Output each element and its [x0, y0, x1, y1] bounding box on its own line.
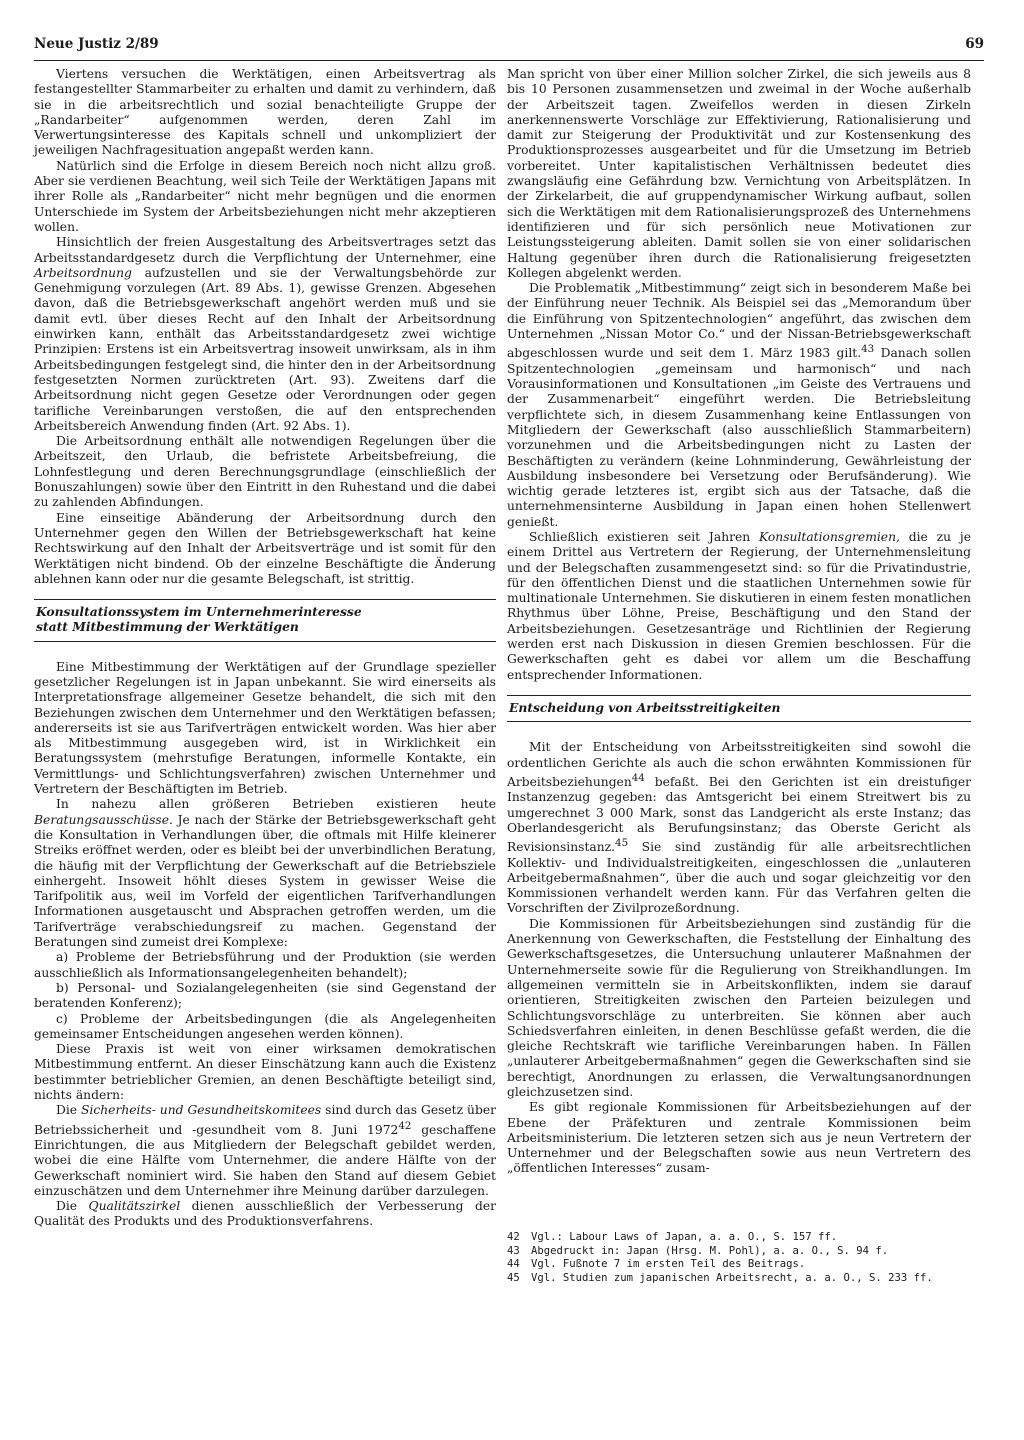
list-item: c) Probleme der Arbeitsbedingungen (die als Angelegenheiten gemeinsamer Entscheidungen angesehen werden können).: [34, 1011, 496, 1041]
paragraph: Die Problematik „Mitbestimmung“ zeigt sich in besonderem Maße bei der Einführung neuer Technik. Als Beispiel sei das „Memorandum über die Einführung von Spitzentechnologien“ angeführt, das zwischen dem Unternehmen „Nissan Motor Co.“ und der Nissan-Betriebsgewerkschaft abgeschlossen wurde und seit dem 1. März 1983 gilt.$^{43}$ Danach sollen Spitzentechnologien „gemeinsam und harmonisch“ und nach Vorausinformationen und Konsultationen „im Geiste des Vertrauens und der Zusammenarbeit“ eingeführt werden. Die Betriebsleitung verpflichtete sich, in diesem Zusammenhang keine Entlassungen von Mitgliedern der Gewerkschaft (also ausschließlich Stammarbeitern) vorzunehmen und die Arbeitsbedingungen nicht zu Lasten der Beschäftigten zu verändern (keine Lohnminderung, Gewährleistung der Ausbildung insbesondere bei Versetzung oder Berufsänderung). Wie wichtig gerade letzteres ist, ergibt sich aus der Tatsache, daß die unternehmensinterne Ausbildung in Japan einen hohen Stellenwert genießt.: [507, 281, 972, 529]
page-number: 69: [965, 36, 984, 52]
footnote-ref: 42: [398, 1119, 412, 1132]
paragraph: In nahezu allen größeren Betrieben existieren heute Beratungsausschüsse. Je nach der Stärke der Betriebsgewerkschaft geht die Konsultation in Verhandlungen über, die oftmals mit Hilfe kleinerer Streiks eröffnet werden, oder es bleibt bei der unverbindlichen Beratung, die häufig mit der Verpflichtung der Gewerkschaft auf die Betriebsziele einhergeht. Insoweit höhlt dieses System in gewisser Weise die Tarifpolitik aus, weil im Vorfeld der eigentlichen Tarifverhandlungen Informationen ausgetauscht und Absprachen getroffen werden, um die Tarifverträge verabschiedungsreif zu machen. Gegenstand der Beratungen sind zumeist drei Komplexe:: [34, 797, 496, 950]
paragraph: Die Arbeitsordnung enthält alle notwendigen Regelungen über die Arbeitszeit, den Urlaub, die befristete Arbeitsbefreiung, die Lohnfestlegung und deren Berechnungsgrundlage (einschließlich der Bonuszahlungen) sowie über den Eintritt in den Ruhestand und die dabei zu zahlenden Abfindungen.: [34, 434, 496, 510]
paragraph: Die Sicherheits- und Gesundheitskomitees sind durch das Gesetz über Betriebssicherheit und -gesundheit vom 8. Juni 1972$^{42}$ geschaffene Einrichtungen, die aus Mitgliedern der Belegschaft gebildet werden, wobei die eine Hälfte vom Unternehmer, die andere Hälfte von der Gewerkschaft nominiert wird. Sie haben den Stand auf diesem Gebiet einzuschätzen und dem Unternehmer ihre Meinung darüber darzulegen.: [34, 1103, 496, 1198]
emphasis: Qualitätszirkel: [88, 1199, 181, 1214]
section-heading: Entscheidung von Arbeitsstreitigkeiten: [507, 695, 971, 722]
left-column: [34, 67, 496, 1230]
running-header: [34, 36, 984, 58]
paragraph: Die Kommissionen für Arbeitsbeziehungen sind zuständig für die Anerkennung von Gewerkschaften, die Feststellung der Einhaltung des Gewerkschaftsgesetzes, die Untersuchung unlauterer Maßnahmen der Unternehmerseite sowie für die Regulierung von Streikhandlungen. Im allgemeinen vermitteln sie in Arbeitskonflikten, indem sie darauf orientieren, Streitigkeiten zwischen den Parteien beizulegen und Schlichtungsvorschläge zu unterbreiten. Sie können aber auch Schiedsverfahren einleiten, in denen Beschlüsse gefaßt werden, die die gleiche Rechtskraft wie tarifliche Vereinbarungen haben. In Fällen „unlauterer Arbeitgebermaßnahmen“ gegen die Gewerkschaften sind sie berechtigt, Anordnungen zu erlassen, die Verwaltungsanordnungen gleichzusetzen sind.: [507, 916, 971, 1099]
list-item: a) Probleme der Betriebsführung und der Produktion (sie werden ausschließlich als Informationsangelegenheiten behandelt);: [34, 950, 496, 980]
enumerated-list: [34, 950, 496, 1042]
paragraph: Die Qualitätszirkel dienen ausschließlich der Verbesserung der Qualität des Produkts und des Produktionsverfahrens.: [34, 1199, 496, 1229]
right-column: [507, 67, 971, 1286]
header-rule: [34, 60, 984, 61]
footnote: 44 Vgl. Fußnote 7 im ersten Teil des Beitrags.: [507, 1258, 806, 1271]
paragraph: Schließlich existieren seit Jahren Konsultationsgremien, die zu je einem Drittel aus Vertretern der Regierung, der Unternehmensleitung und der Belegschaften zusammengesetzt sind: so für die Privatindustrie, für den öffentlichen Dienst und die staatlichen Unternehmen sowie für multinationale Unternehmen. Sie diskutieren in einem festen monatlichen Rhythmus über Löhne, Preise, Beschäftigung und den Stand der Arbeitsbeziehungen. Gesetzesanträge und Richtlinien der Regierung werden erst nach Diskussion in diesen Gremien beschlossen. Für die Gewerkschaften geht es dabei vor allem um die Beschaffung entsprechender Informationen.: [507, 530, 972, 682]
paragraph: Es gibt regionale Kommissionen für Arbeitsbeziehungen auf der Ebene der Präfekturen und zentrale Kommissionen beim Arbeitsministerium. Die letzteren setzen sich aus je neun Vertretern der Unternehmer und der Belegschaften sowie aus neun Vertretern des „öffentlichen Interesses“ zusam-: [507, 1100, 971, 1176]
paragraph: Man spricht von über einer Million solcher Zirkel, die sich jeweils aus 8 bis 10 Personen zusammensetzen und zweimal in der Woche außerhalb der Arbeitszeit tagen. Zweifellos werden in diesen Zirkeln anerkennenswerte Vorschläge zur Effektivierung, Rationalisierung und damit zur Steigerung der Produktivität und zur Kostensenkung des Produktionsprozesses ausgearbeitet und für die Umsetzung im Betrieb vorbereitet. Unter kapitalistischen Verhältnissen bedeutet dies zwangsläufig eine Gefährdung bzw. Vernichtung von Arbeitsplätzen. In der Zirkelarbeit, die auf gruppendynamischer Wirkung aufbaut, sollen sich die Werktätigen mit dem Rationalisierungsprozeß des Unternehmens identifizieren und für sich persönlich neue Motivationen zur Leistungssteigerung ableiten. Damit sollen sie von einer solidarischen Haltung gegenüber ihren durch die Rationalisierung freigesetzten Kollegen abgelenkt werden.: [507, 67, 971, 280]
emphasis: Sicherheits- und Gesundheitskomitees: [81, 1103, 322, 1118]
paragraph: Viertens versuchen die Werktätigen, einen Arbeitsvertrag als festangestellter Stammarbeiter zu erhalten und damit zu verhindern, daß sie in die arbeitsrechtlich und sozial benachteiligte Gruppe der „Randarbeiter“ aufgenommen werden, deren Zahl im Verwertungsinteresse des Kapitals schnell und unkompliziert der jeweiligen Nachfragesituation angepaßt werden kann.: [34, 67, 496, 158]
emphasis: Beratungsausschüsse.: [34, 812, 173, 827]
emphasis: Konsultationsgremien,: [759, 530, 900, 544]
footnotes: [507, 1227, 971, 1286]
journal-title: Neue Justiz 2/89: [34, 36, 159, 52]
footnote-ref: 43: [861, 343, 875, 356]
footnote-ref: 44: [631, 771, 645, 784]
paragraph: Eine Mitbestimmung der Werktätigen auf der Grundlage spezieller gesetzlicher Regelungen ist in Japan unbekannt. Sie wird einerseits als Interpretationsfrage allgemeiner Gesetze behandelt, die sich mit den Beziehungen zwischen dem Unternehmer und den Werktätigen befassen; andererseits ist sie aus Tarifverträgen entwickelt worden. Was hier aber als Mitbestimmung ausgegeben wird, ist in Wirklichkeit ein Beratungssystem (mehrstufige Beratungen, informelle Kontakte, ein Vermittlungs- und Schlichtungsverfahren) zwischen Unternehmer und Vertretern der Beschäftigten im Betrieb.: [34, 659, 496, 797]
paragraph: Diese Praxis ist weit von einer wirksamen demokratischen Mitbestimmung entfernt. An dieser Einschätzung kann auch die Existenz bestimmter betrieblicher Gremien, an denen Beschäftigte beteiligt sind, nichts ändern:: [34, 1042, 496, 1102]
footnote: 45 Vgl. Studien zum japanischen Arbeitsrecht, a. a. O., S. 233 ff.: [507, 1272, 933, 1285]
footnote: 42 Vgl.: Labour Laws of Japan, a. a. O., S. 157 ff.: [507, 1230, 838, 1243]
paragraph: Eine einseitige Abänderung der Arbeitsordnung durch den Unternehmer gegen den Willen der Betriebsgewerkschaft hat keine Rechtswirkung auf den Inhalt der Arbeitsverträge und ist somit für den Werktätigen nicht bindend. Ob der einzelne Beschäftigte die Änderung ablehnen kann oder nur die gesamte Belegschaft, ist strittig.: [34, 510, 496, 586]
footnote-ref: 45: [615, 837, 629, 850]
paragraph: Hinsichtlich der freien Ausgestaltung des Arbeitsvertrages setzt das Arbeitsstandardgesetz durch die Verpflichtung der Unternehmer, eine Arbeitsordnung aufzustellen und sie der Verwaltungsbehörde zur Genehmigung vorzulegen (Art. 89 Abs. 1), gewisse Grenzen. Abgesehen davon, daß die Betriebsgewerkschaft angehört werden muß und sie damit evtl. über dieses Recht auf den Inhalt der Arbeitsordnung einwirken kann, enthält das Arbeitsstandardgesetz zwei wichtige Prinzipien: Erstens ist ein Arbeitsvertrag insoweit unwirksam, als in ihm Arbeitsbedingungen festgelegt sind, die hinter den in der Arbeitsordnung festgesetzten Normen zurücktreten (Art. 93). Zweitens darf die Arbeitsordnung nicht gegen Gesetze oder Verordnungen oder gegen tarifliche Vereinbarungen verstoßen, die auf den entsprechenden Arbeitsbereich Anwendung finden (Art. 92 Abs. 1).: [34, 235, 496, 433]
section-heading: Konsultationssystem im Unternehmerinteresse statt Mitbestimmung der Werktätigen: [34, 599, 496, 642]
paragraph: Natürlich sind die Erfolge in diesem Bereich noch nicht allzu groß. Aber sie verdienen Beachtung, weil sich Teile der Werktätigen Japans mit ihrer Rolle als „Randarbeiter“ nicht mehr begnügen und die enormen Unterschiede im System der Arbeitsbeziehungen nicht mehr akzeptieren wollen.: [34, 158, 496, 234]
list-item: b) Personal- und Sozialangelegenheiten (sie sind Gegenstand der beratenden Konferenz);: [34, 980, 496, 1011]
emphasis: Arbeitsordnung: [34, 265, 132, 280]
paragraph: Mit der Entscheidung von Arbeitsstreitigkeiten sind sowohl die ordentlichen Gerichte als auch die schon erwähnten Kommissionen für Arbeitsbeziehungen$^{44}$ befaßt. Bei den Gerichten ist ein dreistufiger Instanzenzug gegeben: das Amtsgericht bei einem Streitwert bis zu umgerechnet 3 000 Mark, sonst das Landgericht als erste Instanz; das Oberlandesgericht als Berufungsinstanz; das Oberste Gericht als Revisionsinstanz.$^{45}$ Sie sind zuständig für alle arbeitsrechtlichen Kollektiv- und Individualstreitigkeiten, eingeschlossen die „unlauteren Arbeitgebermaßnahmen“, über die auch und sogar gleichzeitig vor den Kommissionen verhandelt werden kann. Für das Verfahren gelten die Vorschriften der Zivilprozeßordnung.: [507, 740, 971, 916]
footnote: 43 Abgedruckt in: Japan (Hrsg. M. Pohl), a. a. O., S. 94 f.: [507, 1244, 889, 1257]
